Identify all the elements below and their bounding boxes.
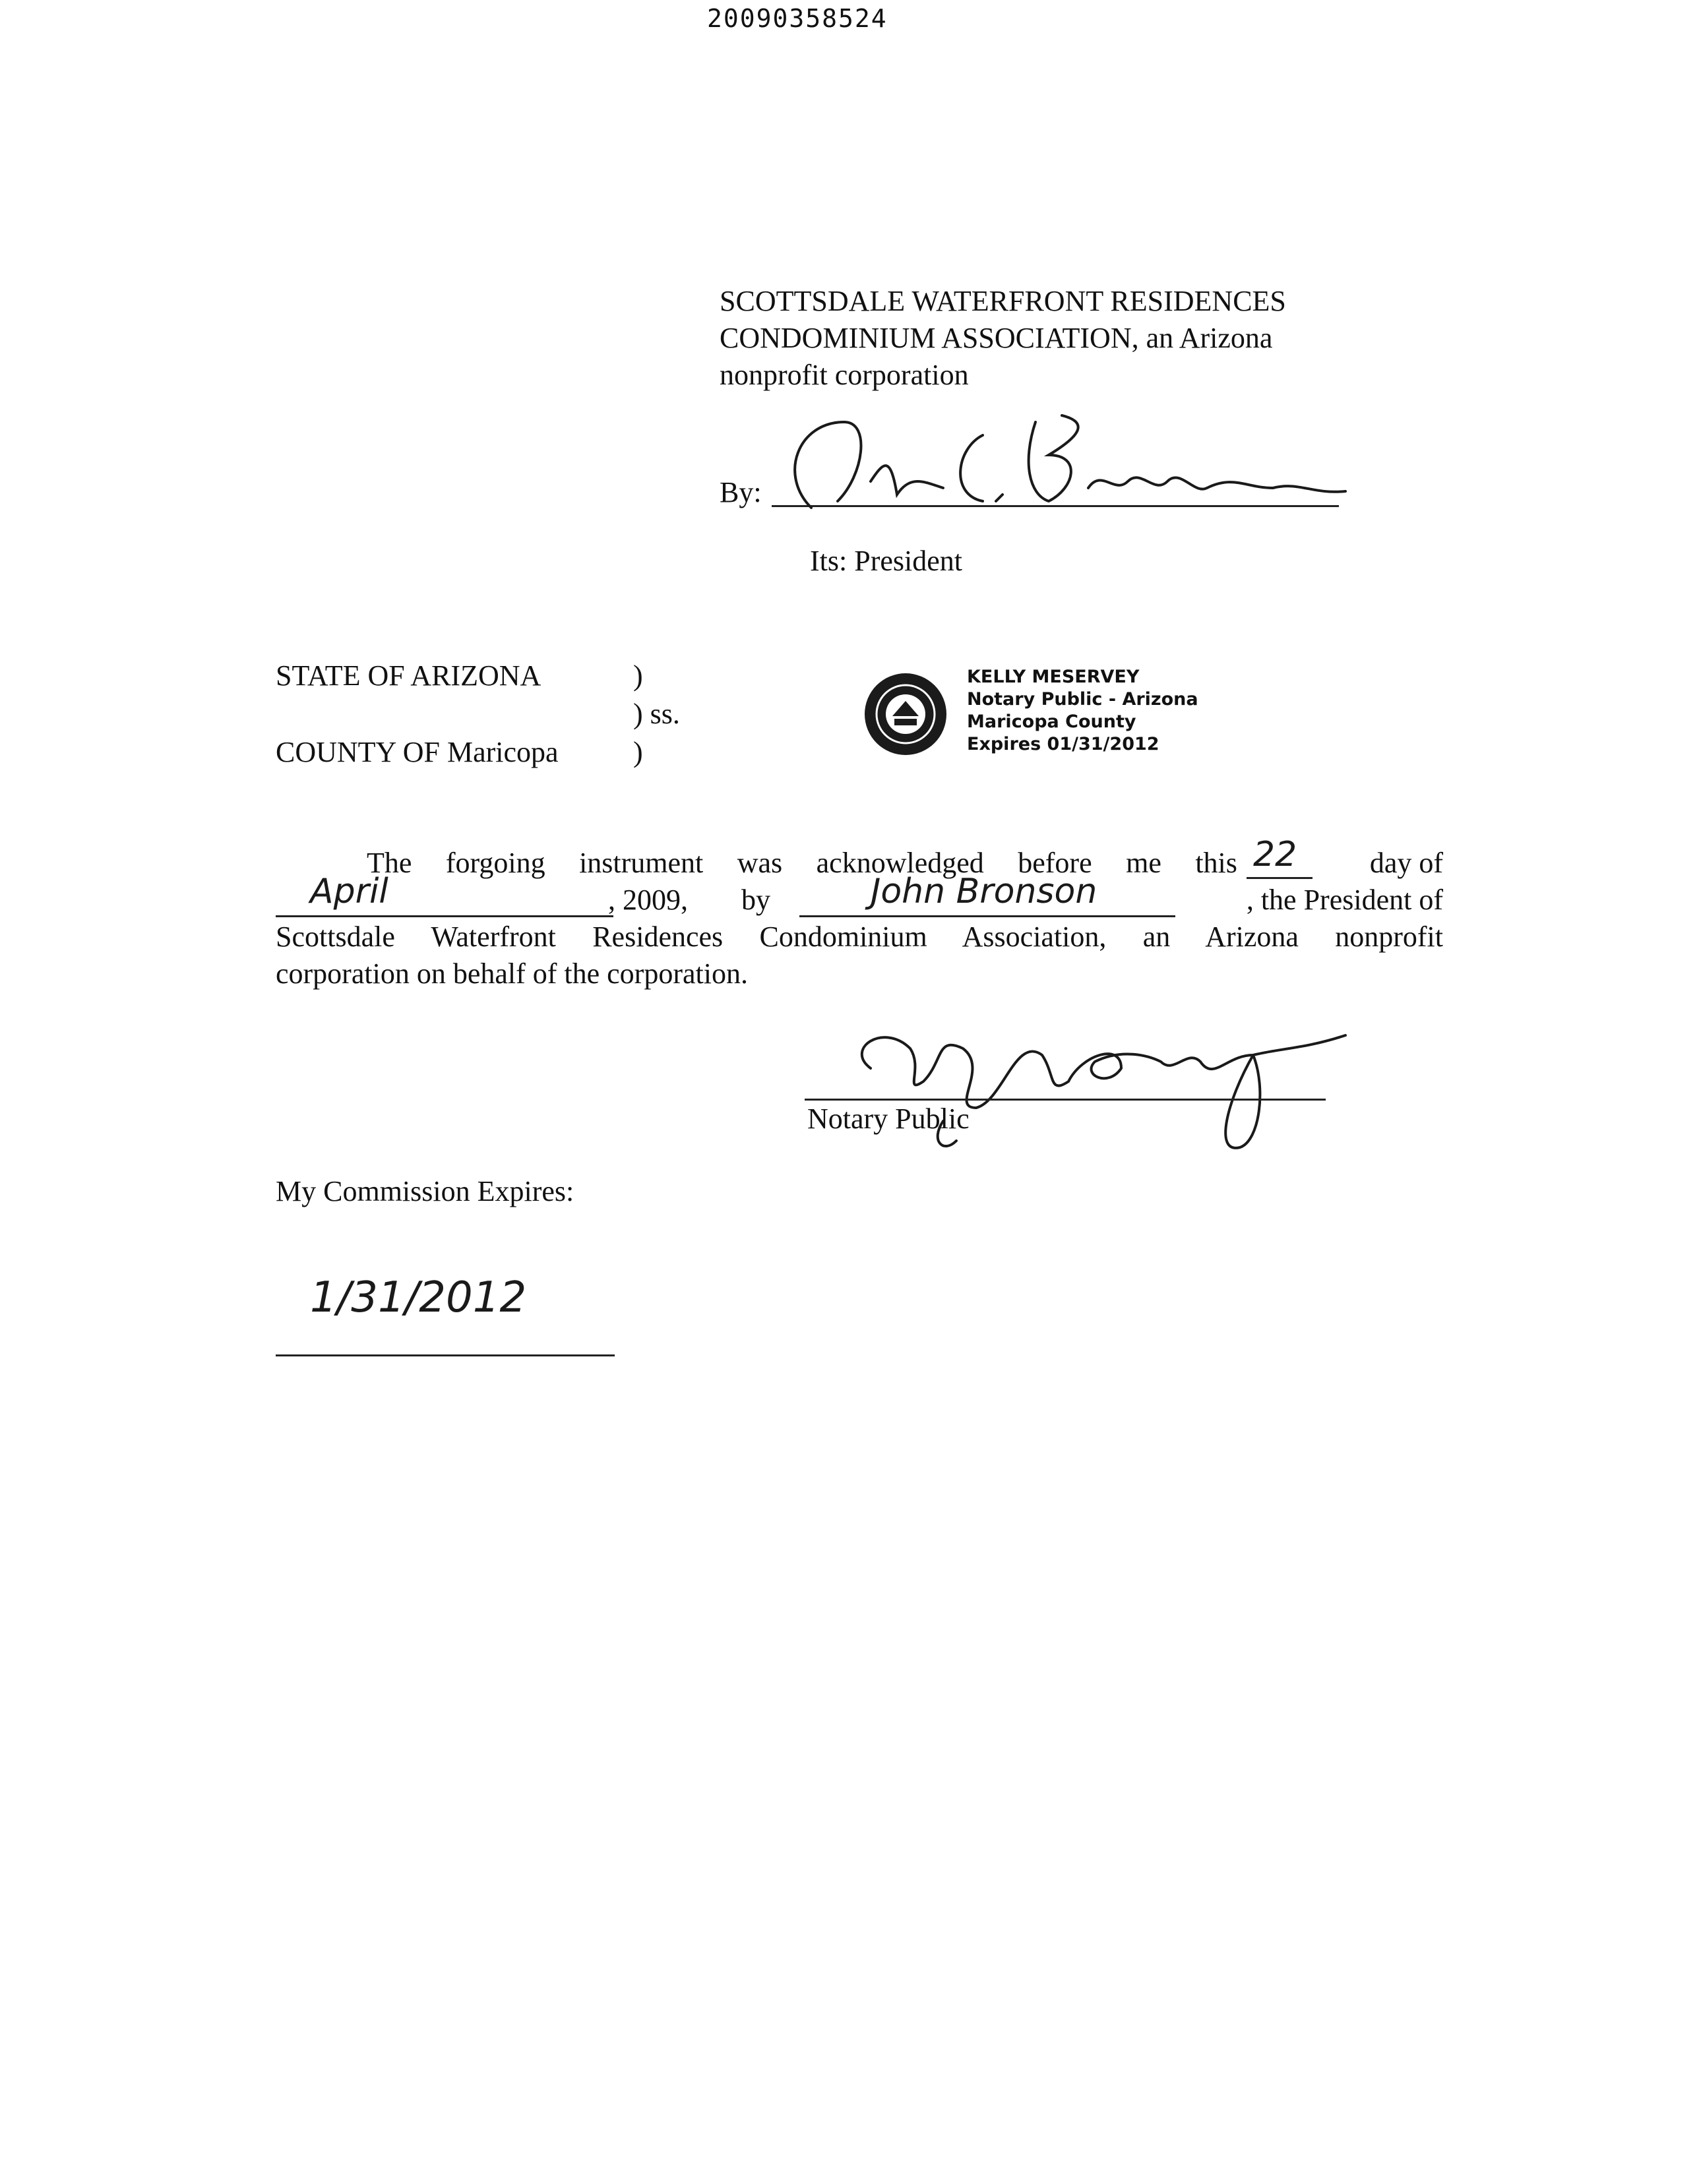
day-blank-line [1247,877,1313,879]
name-handwritten: John Bronson [871,872,1097,911]
commission-date-handwritten: 1/31/2012 [310,1273,527,1322]
ack-word: The [367,847,412,879]
month-handwritten: April [310,872,388,911]
ack-word: me [1126,847,1161,879]
notary-signature-line [805,1099,1326,1101]
by-text: by [741,884,770,916]
notary-seal-name: KELLY MESERVEY [967,667,1140,687]
ack-line-3: Scottsdale Waterfront Residences Condominium Association, an Arizona nonprofit [276,921,1443,953]
notary-public-label: Notary Public [807,1103,970,1135]
notary-seal-county: Maricopa County [967,712,1136,732]
commission-date-line [276,1354,615,1356]
notary-seal-expires: Expires 01/31/2012 [967,734,1159,754]
its-president-label: Its: President [810,545,962,577]
ack-word: forgoing [445,847,545,879]
ack-word: before [1018,847,1092,879]
ack-word: acknowledged [816,847,984,879]
notary-seal-title: Notary Public - Arizona [967,689,1198,710]
ss-label: ) ss. [633,698,680,730]
entity-name-line-2: CONDOMINIUM ASSOCIATION, an Arizona [720,322,1273,354]
day-of-label: day of [1369,847,1443,879]
state-paren: ) [633,659,643,692]
entity-name-line-3: nonprofit corporation [720,359,969,391]
month-blank-line [276,915,613,917]
name-blank-line [799,915,1175,917]
year-text: , 2009, [608,884,688,916]
state-label: STATE OF ARIZONA [276,659,541,692]
entity-name-line-1: SCOTTSDALE WATERFRONT RESIDENCES [720,285,1286,317]
ack-word: instrument [579,847,704,879]
commission-expires-label: My Commission Expires: [276,1175,574,1207]
by-label: By: [720,476,762,508]
president-signature [772,396,1365,528]
notary-seal-text [967,666,1198,756]
ack-word: was [737,847,783,879]
ack-word: this [1195,847,1237,879]
ack-line-1 [367,845,1237,881]
ack-line-4: corporation on behalf of the corporation. [276,957,748,990]
county-label: COUNTY OF Maricopa [276,736,559,768]
document-number: 20090358524 [707,4,888,33]
county-paren: ) [633,736,643,768]
day-handwritten: 22 [1253,835,1297,874]
notary-seal-emblem [863,671,948,757]
president-of-text: , the President of [1246,884,1443,916]
